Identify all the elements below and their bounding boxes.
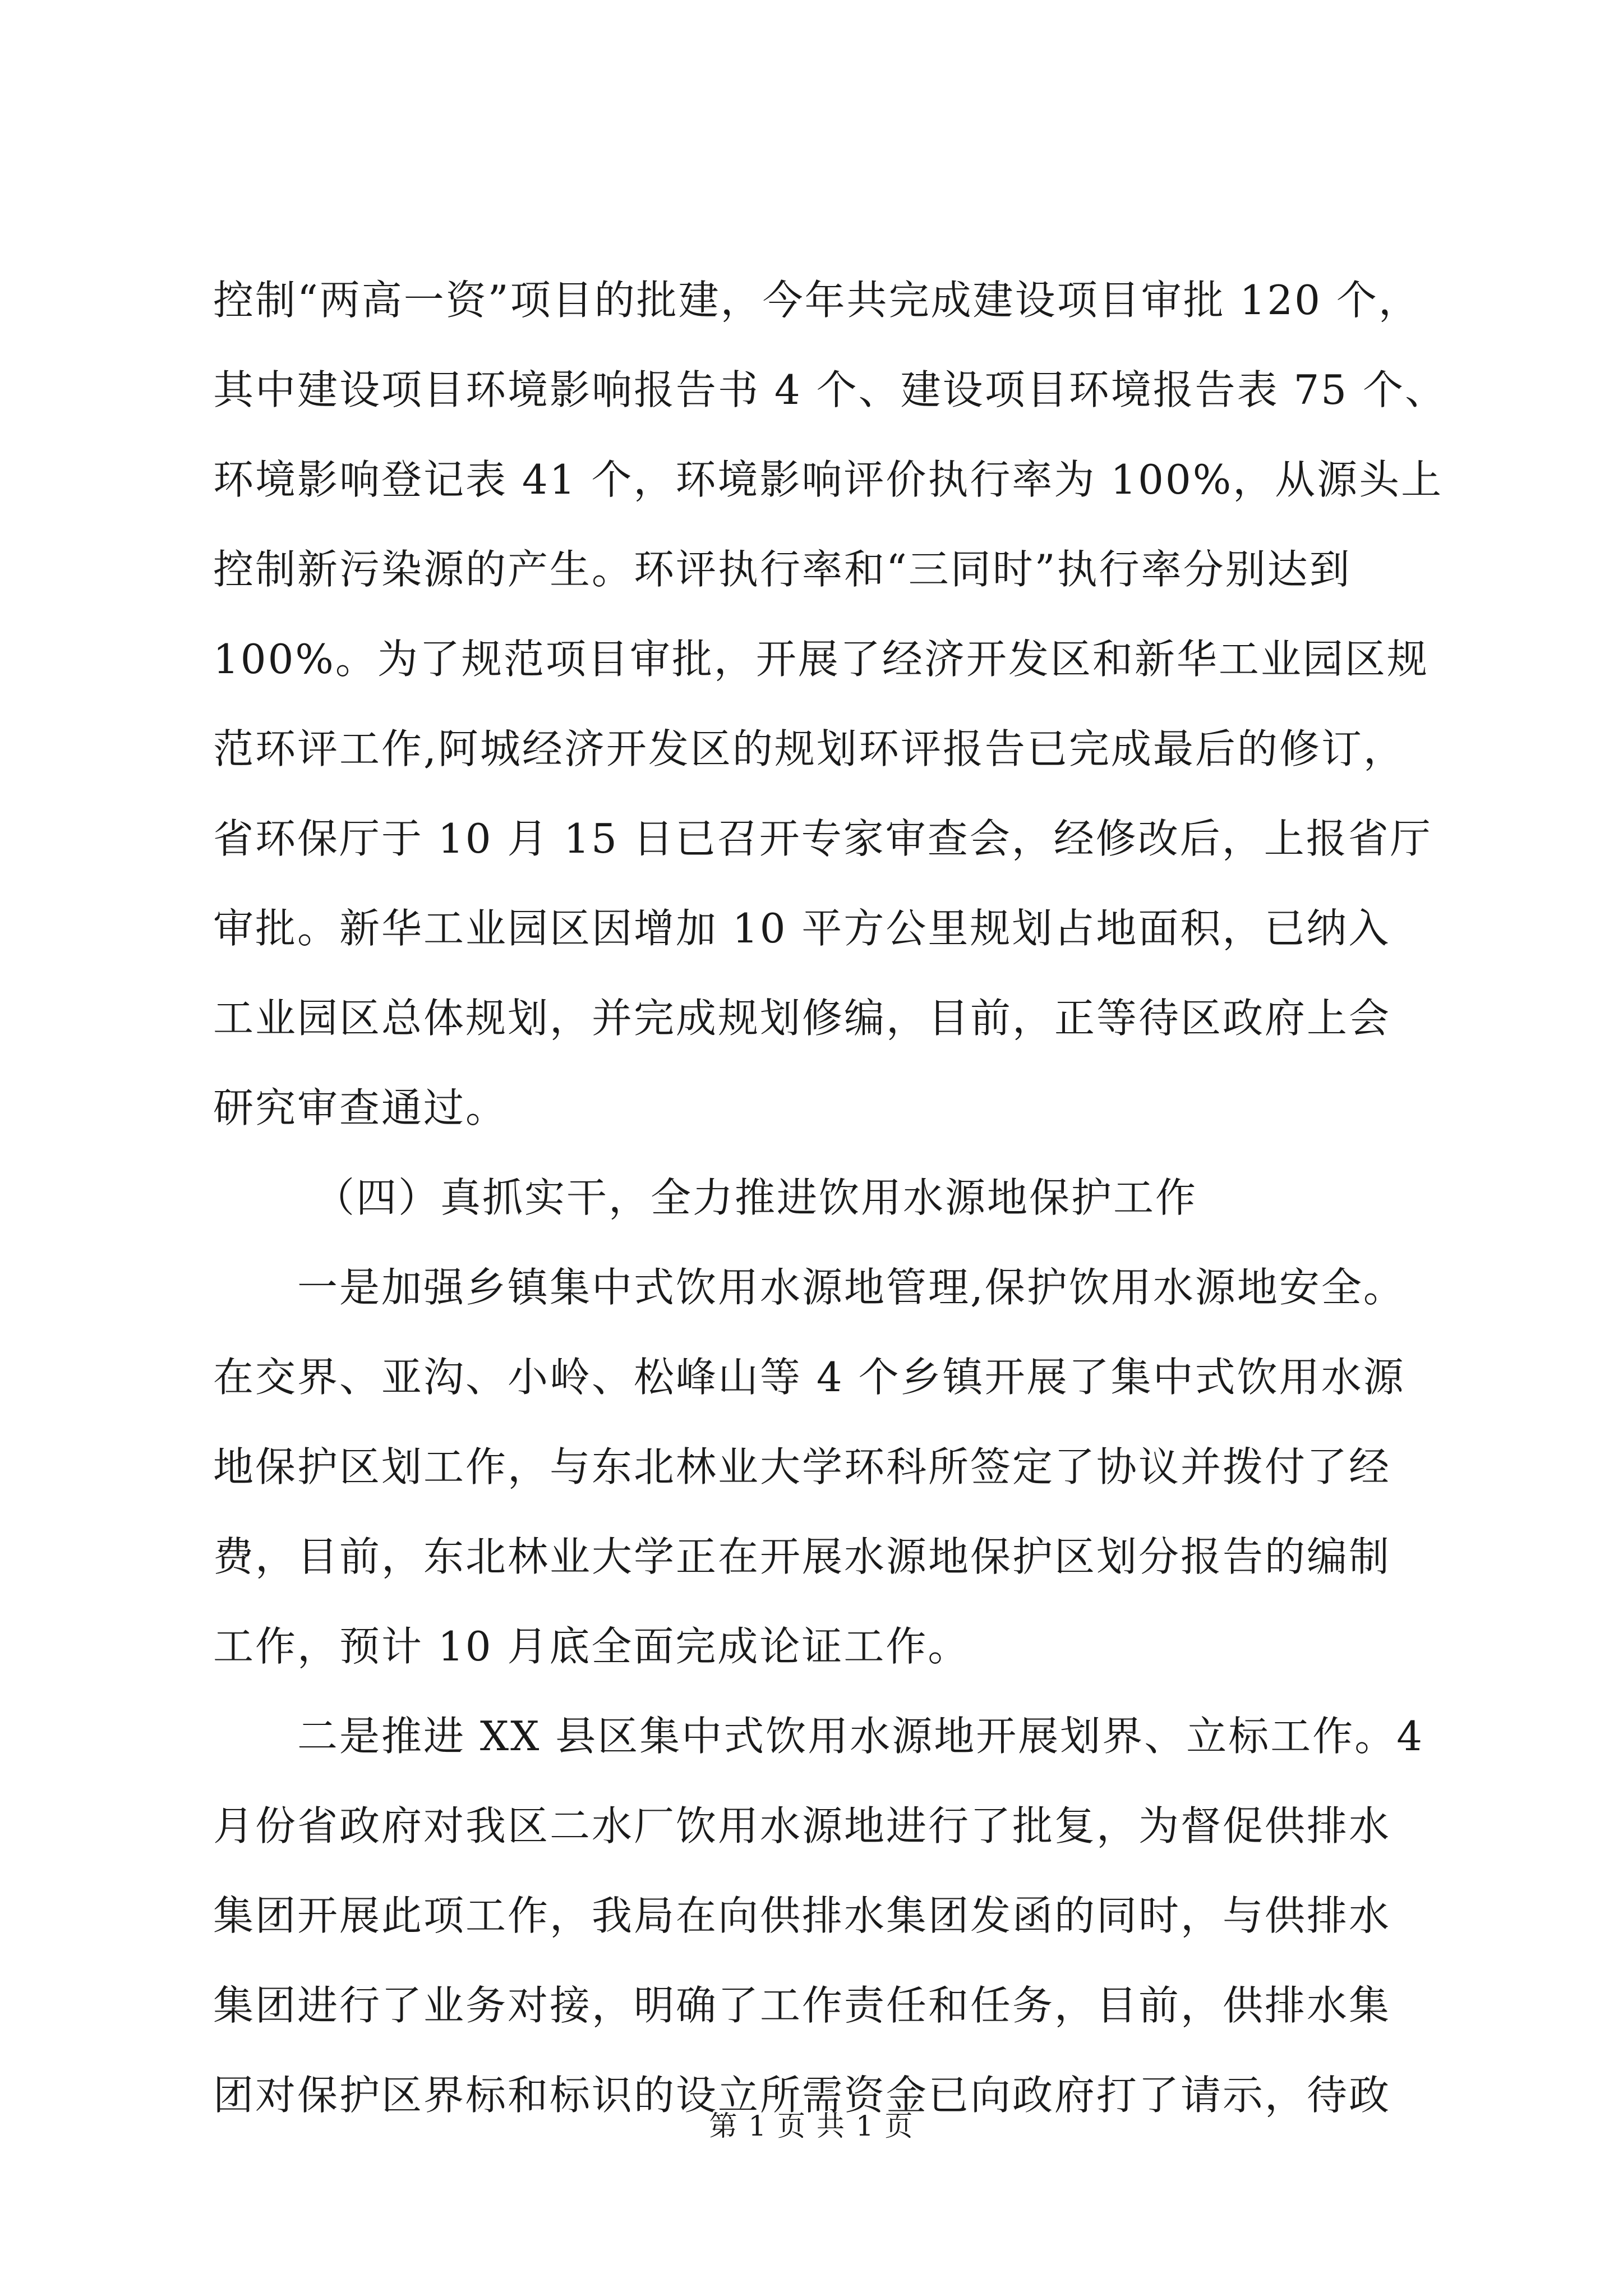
text-line: 100%。为了规范项目审批，开展了经济开发区和新华工业园区规: [213, 636, 1429, 683]
text-line: 控制“两高一资”项目的批建，今年共完成建设项目审批 120 个，: [213, 277, 1421, 324]
text-line: 团对保护区界标和标识的设立所需资金已向政府打了请示，待政: [213, 2072, 1391, 2119]
text-line: 环境影响登记表 41 个，环境影响评价执行率为 100%，从源头上: [213, 456, 1444, 503]
text-line: 工作，预计 10 月底全面完成论证工作。: [213, 1623, 970, 1670]
paragraph-start-line: 二是推进 XX 县区集中式饮用水源地开展划界、立标工作。4: [297, 1713, 1424, 1760]
text-line: 工业园区总体规划，并完成规划修编，目前，正等待区政府上会: [213, 995, 1391, 1042]
page-footer: 第 1 页 共 1 页: [709, 2110, 914, 2142]
text-line: 范环评工作,阿城经济开发区的规划环评报告已完成最后的修订，: [213, 725, 1405, 772]
paragraph-start-line: 一是加强乡镇集中式饮用水源地管理,保护饮用水源地安全。: [297, 1264, 1405, 1311]
text-line: 省环保厅于 10 月 15 日已召开专家审查会，经修改后，上报省厅: [213, 815, 1432, 862]
text-line: 审批。新华工业园区因增加 10 平方公里规划占地面积，已纳入: [213, 905, 1391, 952]
body-text: [213, 255, 1447, 2140]
text-line: 集团进行了业务对接，明确了工作责任和任务，目前，供排水集: [213, 1982, 1391, 2029]
text-line: 控制新污染源的产生。环评执行率和“三同时”执行率分别达到: [213, 546, 1352, 593]
text-line: 研究审查通过。: [213, 1084, 508, 1131]
text-line: 集团开展此项工作，我局在向供排水集团发函的同时，与供排水: [213, 1892, 1391, 1939]
text-line: 费，目前，东北林业大学正在开展水源地保护区划分报告的编制: [213, 1533, 1391, 1580]
text-line: 其中建设项目环境影响报告书 4 个、建设项目环境报告表 75 个、: [213, 366, 1447, 413]
text-line: 月份省政府对我区二水厂饮用水源地进行了批复，为督促供排水: [213, 1802, 1391, 1849]
text-line: 在交界、亚沟、小岭、松峰山等 4 个乡镇开展了集中式饮用水源: [213, 1354, 1405, 1401]
text-line: 地保护区划工作，与东北林业大学环科所签定了协议并拨付了经: [213, 1443, 1391, 1490]
section-heading: （四）真抓实干，全力推进饮用水源地保护工作: [314, 1174, 1198, 1221]
